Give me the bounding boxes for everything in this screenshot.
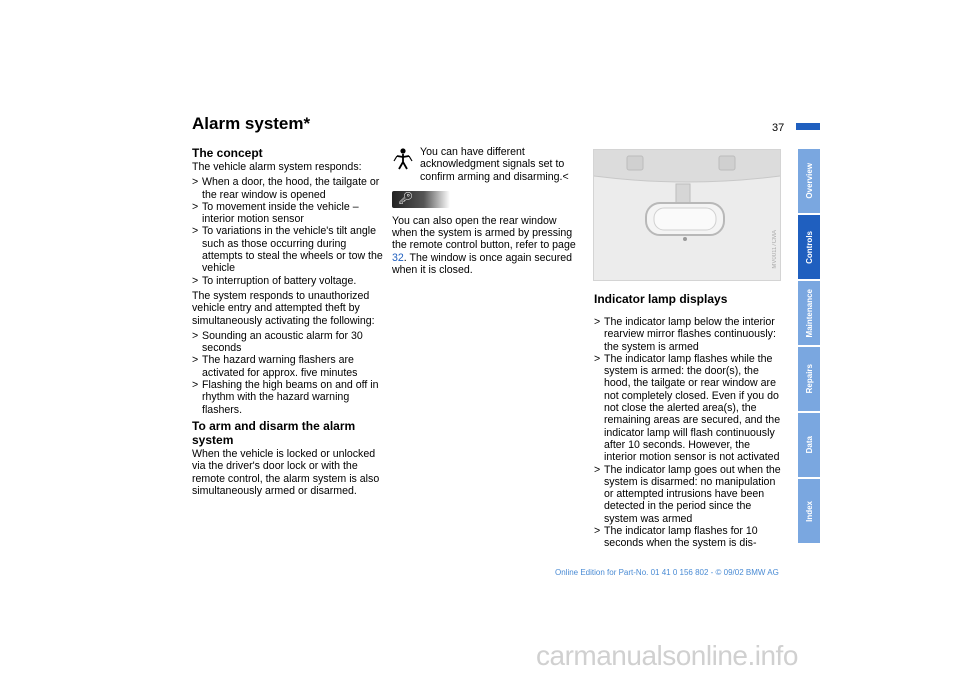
list-item: > The indicator lamp flashes while the system is armed: the door(s), the hood, the tailgate or rear window are not completely closed. Even if you do not close the alerted area(s), the remaining areas are secured, and the indicator lamp will flash continuously after 10 seconds. However, the interior motion sensor is not activated [594, 352, 781, 464]
column-left [192, 146, 384, 500]
heading-indicator: Indicator lamp displays [594, 292, 728, 306]
section-tabs [798, 149, 820, 545]
list-item: > To interruption of battery voltage. [192, 274, 357, 287]
bullet-marker: > [192, 176, 199, 189]
list-item: > Flashing the high beams on and off in rhythm with the hazard warning flashers. [192, 379, 379, 416]
list-item: > The indicator lamp below the interior rearview mirror flashes continuously: the system is armed [594, 316, 776, 353]
edition-footer: Online Edition for Part-No. 01 41 0 156 802 - © 09/02 BMW AG [555, 568, 779, 577]
page-reference-link[interactable]: 32 [392, 251, 404, 264]
page-title: Alarm system* [192, 114, 311, 133]
tab-repairs[interactable]: Repairs [798, 347, 820, 411]
list-item: > When a door, the hood, the tailgate or the rear window is opened [192, 176, 380, 201]
bullet-marker: > [594, 463, 601, 476]
heading-arm-disarm: To arm and disarm the alarm system [192, 418, 356, 447]
arm-disarm-text: When the vehicle is locked or unlocked via the driver's door lock or with the remote control, the alarm system is also simultaneously armed or disarmed. [192, 447, 380, 497]
activation-intro: The system responds to unauthorized vehicle entry and attempted theft by simultaneously activating the following: [192, 289, 375, 327]
response-list [192, 176, 384, 287]
bullet-marker: > [192, 274, 199, 287]
bullet-marker: > [594, 525, 601, 538]
page-number: 37 [772, 122, 785, 134]
bullet-marker: > [192, 379, 199, 392]
tab-index[interactable]: Index [798, 479, 820, 543]
service-note [392, 146, 582, 183]
tab-overview[interactable]: Overview [798, 149, 820, 213]
tab-controls[interactable]: Controls [798, 215, 820, 279]
photo-code: MV00117CMA [772, 230, 778, 269]
list-item: > The indicator lamp flashes for 10 seconds when the system is dis- [594, 525, 758, 550]
activation-list [192, 330, 384, 416]
list-item: > The indicator lamp goes out when the system is disarmed: no manipulation or attempted intrusions have been detected in the period since the system was armed [594, 463, 781, 525]
heading-concept: The concept [192, 146, 263, 160]
rearview-mirror-photo [593, 149, 781, 281]
list-item: > The hazard warning flashers are activated for approx. five minutes [192, 354, 358, 379]
indicator-list [594, 316, 784, 550]
list-item: > Sounding an acoustic alarm for 30 seconds [192, 329, 363, 355]
tab-maintenance[interactable]: Maintenance [798, 281, 820, 345]
bullet-marker: > [192, 354, 199, 367]
site-watermark: carmanualsonline.info [536, 640, 798, 671]
workshop-person-icon [392, 147, 414, 171]
remote-key-icon: 🔑︎ [392, 191, 450, 208]
tab-data[interactable]: Data [798, 413, 820, 477]
rear-window-text: You can also open the rear window when the system is armed by pressing the remote control button, refer to page 32. The window is once again secured when it is closed. [392, 214, 576, 277]
list-item: > To movement inside the vehicle – interior motion sensor [192, 200, 359, 226]
bullet-marker: > [192, 329, 199, 342]
page-marker-bar [796, 123, 820, 130]
list-item: > To variations in the vehicle's tilt angle such as those occurring during attempts to steal the wheels or tow the vehicle [192, 225, 383, 275]
bullet-marker: > [594, 352, 601, 365]
note-text: You can have different acknowledgment signals set to confirm arming and disarming. [420, 146, 565, 183]
bullet-marker: > [192, 200, 199, 213]
column-middle [392, 146, 582, 279]
concept-intro: The vehicle alarm system responds: [192, 161, 362, 173]
bullet-marker: > [594, 316, 601, 328]
mirror-illustration [594, 150, 780, 280]
note-end-mark: < [562, 170, 569, 183]
column-right [594, 292, 784, 553]
bullet-marker: > [192, 225, 199, 238]
